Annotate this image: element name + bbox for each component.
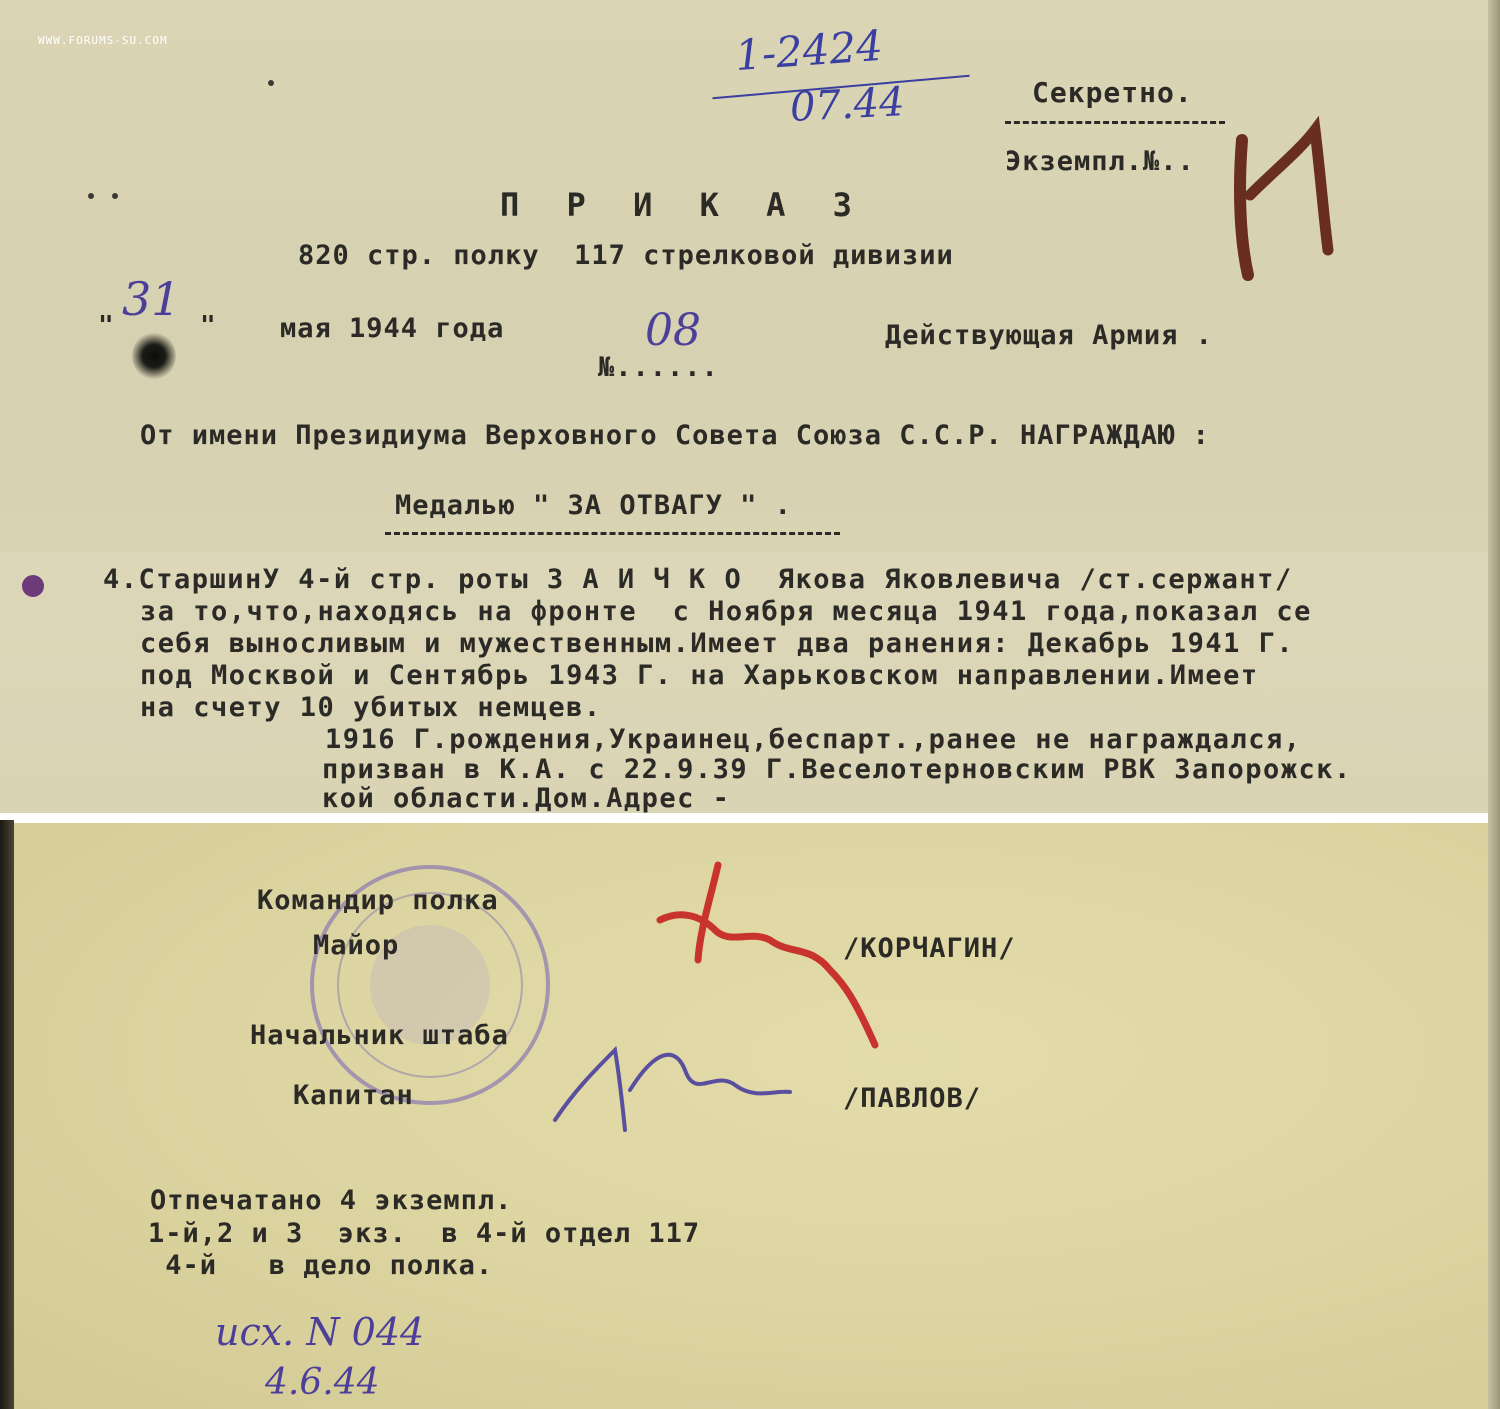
order-date-day: 31 [122, 272, 181, 326]
watermark: WWW.FORUMS-SU.COM [38, 34, 168, 47]
medal-name: Медалью " ЗА ОТВАГУ " . [395, 490, 792, 521]
chief-of-staff-signature [545, 1030, 800, 1140]
commander-title: Командир полка [257, 885, 499, 916]
distribution-line: 1-й,2 и 3 экз. в 4-й отдел 117 [148, 1218, 701, 1249]
order-place: Действующая Армия . [885, 320, 1213, 351]
chief-of-staff-title: Начальник штаба [250, 1020, 509, 1051]
award-line: за то,что,находясь на фронте с Ноября месяца 1941 года,показал се [140, 596, 1312, 627]
scan-edge-right [1488, 0, 1500, 1409]
classification-underline [1005, 121, 1225, 124]
stray-dot [268, 80, 274, 86]
copy-number-handwritten-mark [1220, 110, 1350, 285]
award-line: себя выносливым и мужественным.Имеет два ранения: Декабрь 1941 Г. [140, 628, 1295, 659]
order-title: П Р И К А З [500, 186, 866, 224]
bio-line: кой области.Дом.Адрес - [322, 783, 731, 814]
registration-date-handwritten: 07.44 [788, 79, 906, 131]
ink-blot [22, 575, 44, 597]
chief-of-staff-rank: Капитан [293, 1080, 414, 1111]
scan-seam [0, 813, 1500, 823]
outgoing-number-note: исх. N 044 [215, 1310, 425, 1354]
date-close-quote: " [200, 311, 217, 341]
chief-of-staff-name: /ПАВЛОВ/ [843, 1083, 982, 1114]
registration-number-handwritten: 1-2424 [733, 20, 885, 81]
order-number-handwritten: 08 [645, 305, 701, 356]
commander-signature [640, 860, 900, 1050]
order-unit: 820 стр. полку 117 стрелковой дивизии [298, 240, 954, 271]
stray-dot [112, 193, 118, 199]
award-line: 4.СтаршинУ 4-й стр. роты З А И Ч К О Якова Яковлевича /ст.сержант/ [103, 564, 1293, 595]
medal-underline [385, 532, 840, 535]
award-line: под Москвой и Сентябрь 1943 Г. на Харьковском направлении.Имеет [140, 660, 1259, 691]
classification-label: Секретно. [1032, 76, 1193, 109]
stray-dot [88, 193, 94, 199]
bio-line: 1916 Г.рождения,Украинец,беспарт.,ранее не награждался, [325, 724, 1302, 755]
distribution-line: Отпечатано 4 экземпл. [150, 1185, 513, 1216]
distribution-line: 4-й в дело полка. [148, 1250, 494, 1281]
outgoing-date-note: 4.6.44 [265, 1362, 380, 1403]
award-line: на счету 10 убитых немцев. [140, 692, 602, 723]
order-preamble: От имени Президиума Верховного Совета Союза С.С.Р. НАГРАЖДАЮ : [140, 420, 1210, 451]
copy-number-label: Экземпл.№.. [1005, 146, 1195, 177]
order-number-label: №...... [598, 352, 719, 383]
punch-hole [132, 332, 176, 380]
scan-edge-left [0, 820, 14, 1409]
bio-line: призван в К.А. с 22.9.39 Г.Веселотерновским РВК Запорожск. [322, 754, 1352, 785]
commander-rank: Майор [313, 930, 400, 961]
commander-name: /КОРЧАГИН/ [843, 933, 1016, 964]
date-open-quote: " [98, 311, 115, 341]
order-date-rest: мая 1944 года [280, 313, 505, 344]
